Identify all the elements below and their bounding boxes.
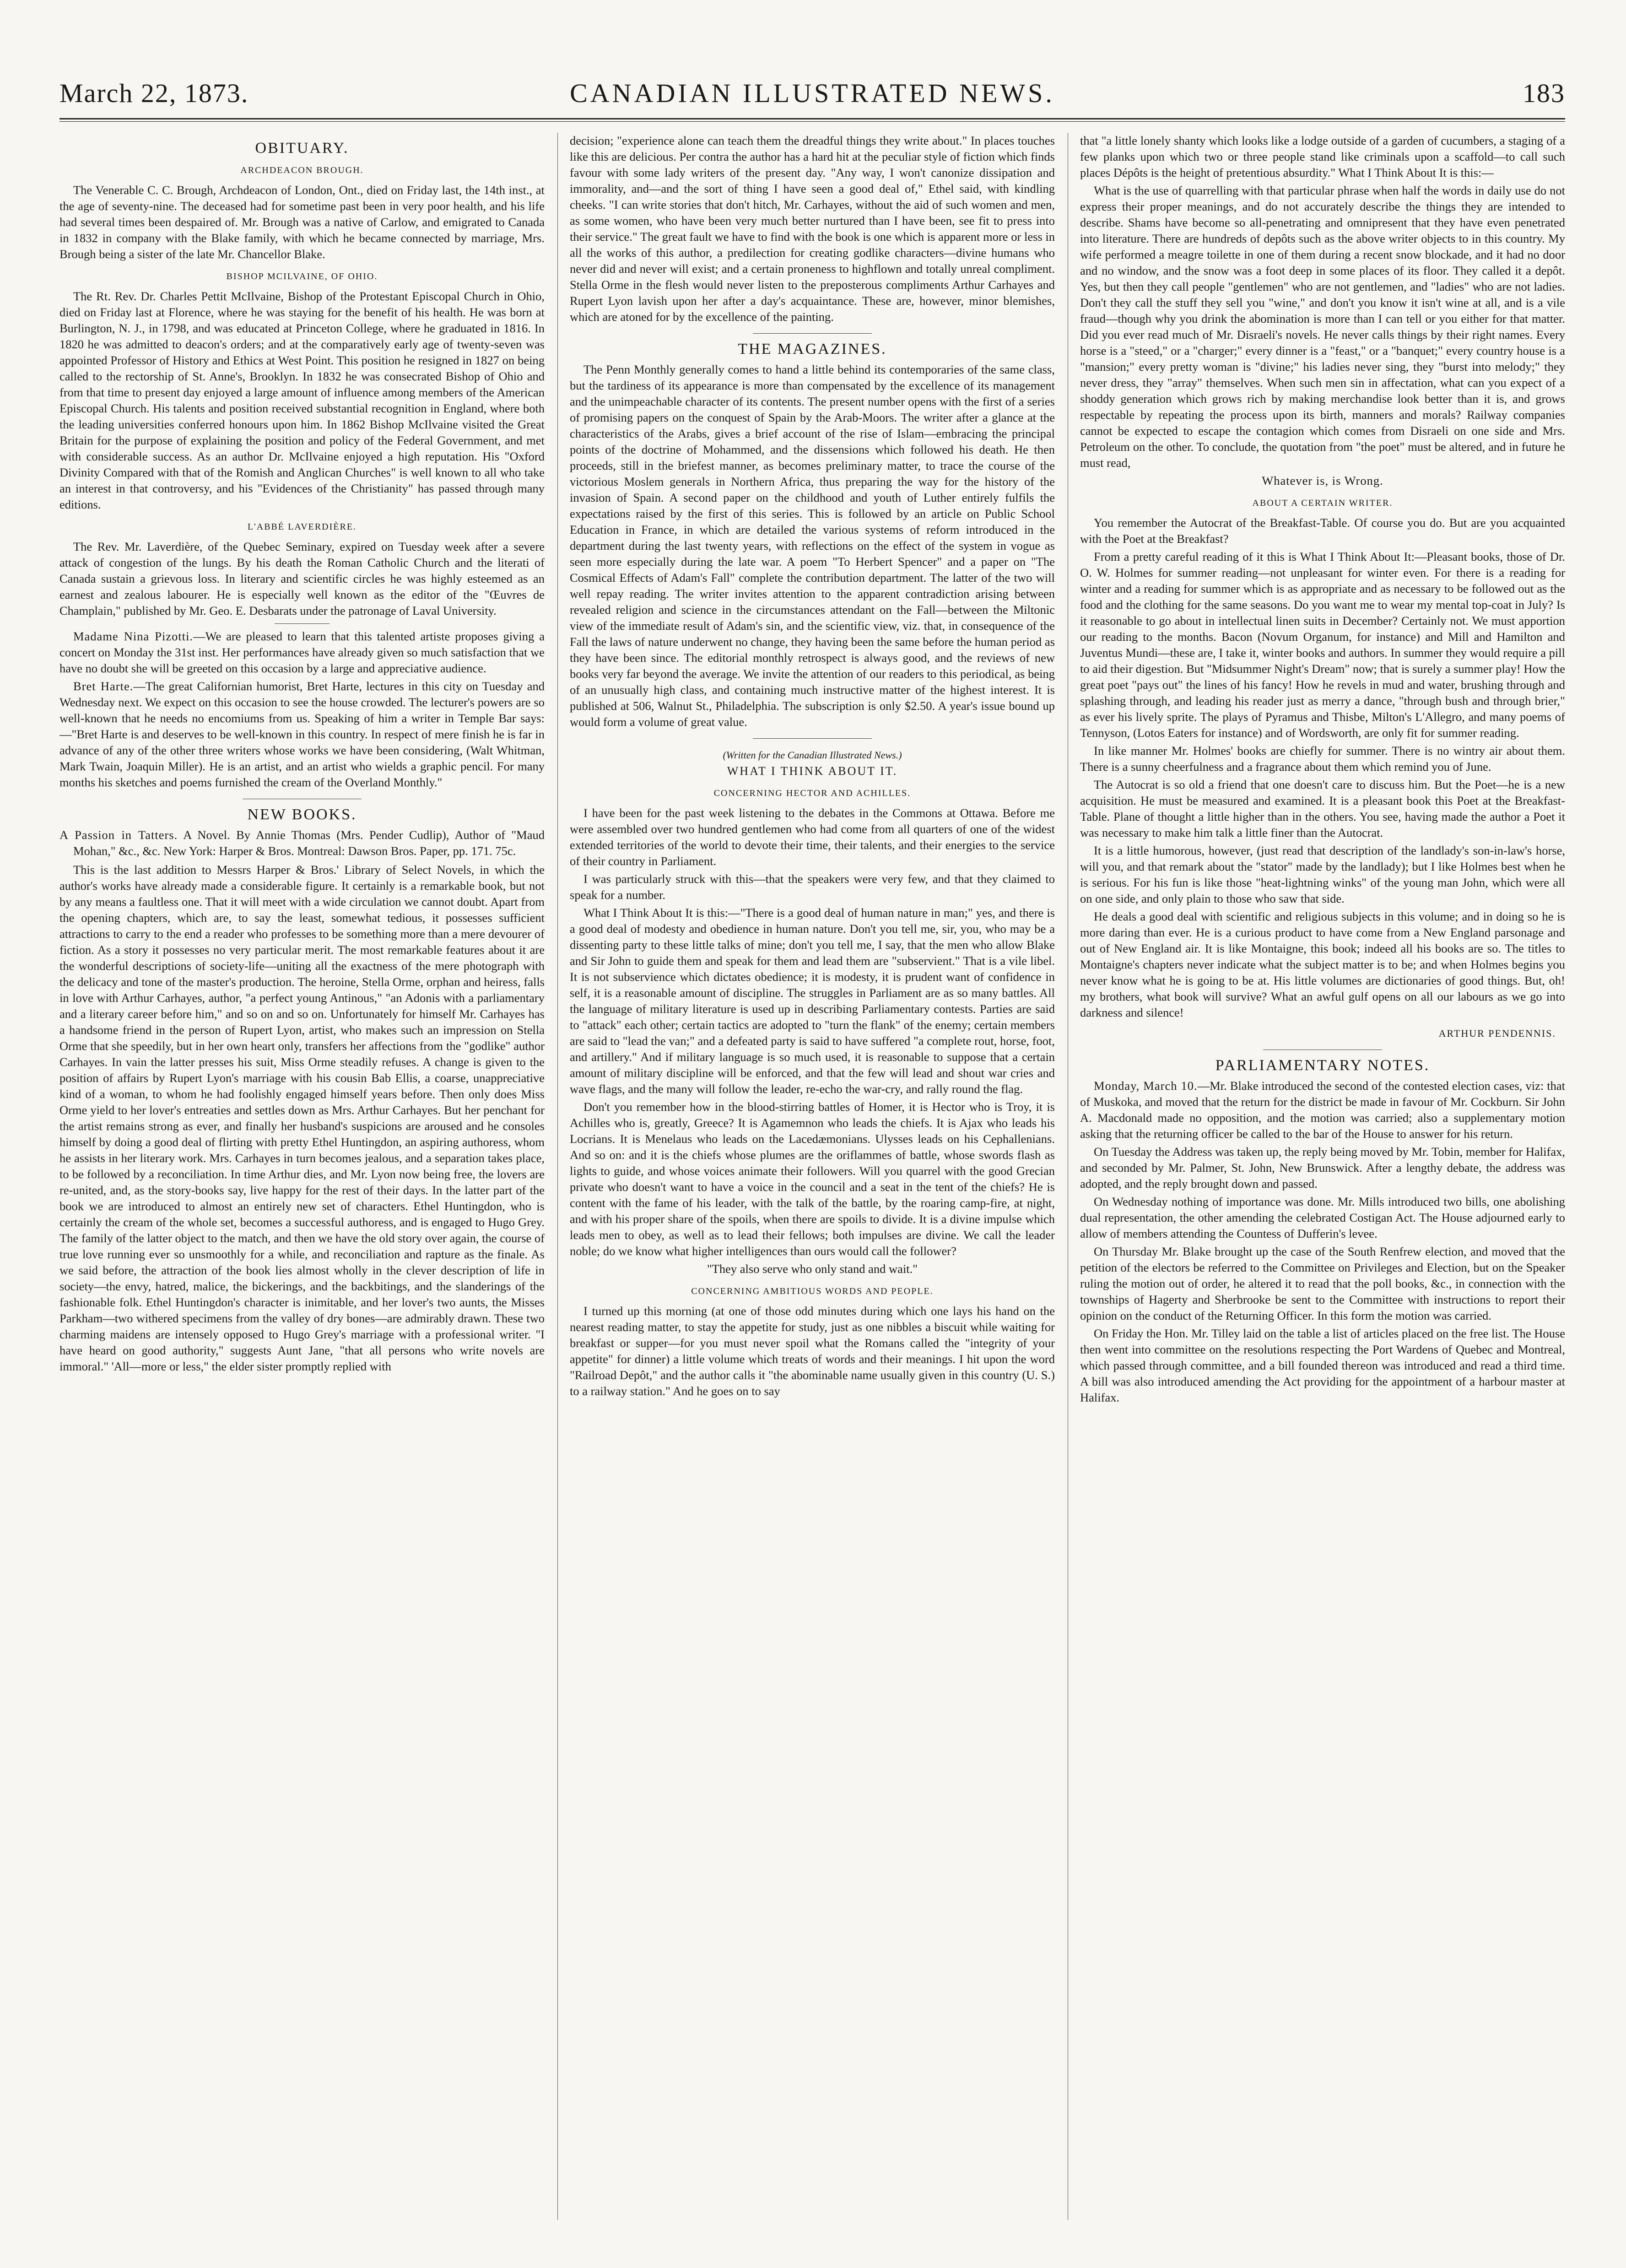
- essay-signature: ARTHUR PENDENNIS.: [1438, 1028, 1556, 1039]
- essay-continuation: that "a little lonely shanty which looks like a lodge outside of a garden of cucumbers, a staging of a few planks upon which two or three people stand like criminals upon a scaffold—to call such places Dépôts is the height of pretentious absurdity." What I Think About It is this:—: [1080, 134, 1565, 179]
- obituary-text: The Rev. Mr. Laverdière, of the Quebec Seminary, expired on Tuesday week after a severe attack of congestion of the lungs. By his death the Roman Catholic Church and the literati of Canada sustain a grievous loss. In literary and scientific circles he was highly esteemed as an earnest and zealous labourer. He is especially well known as the editor of the "Œuvres de Champlain," published by Mr. Geo. E. Desbarats under the patronage of Laval University.: [59, 540, 545, 617]
- essay-subhead: CONCERNING HECTOR AND ACHILLES.: [713, 788, 911, 798]
- header-rule: [59, 118, 1565, 122]
- parliamentary-note-lead: Monday, March 10.: [1094, 1079, 1198, 1093]
- column-1: [59, 133, 545, 2220]
- essay-paragraph: From a pretty careful reading of it this is What I Think About It:—Pleasant books, those of Dr. O. W. Holmes for summer reading—not unpleasant for winter even. For there is a reading for winter and a reading for summer which is as appropriate and as necessary to be followed out as the food and the clothing for the same seasons. Do you want me to wear my mental top-coat in July? Is it reasonable to go about in intellectual linen suits in December? Certainly not. We must apportion our reading to the months. Bacon (Novum Organum, for instance) and Mill and Hamilton and Juventus Mundi—these are, I take it, winter books and authors. In summer they would require a pill to aid their digestion. But "Midsummer Night's Dream" now; that is surely a summer play! How the great poet "pays out" the lines of his fancy! How he revels in mud and water, brushing through and splashing through, and leading his reader just as merry a dance, "through bush and through brier," as ever his lively sprite. The plays of Pyramus and Thisbe, Milton's L'Allegro, and many poems of Tennyson, (Lotos Eaters for instance) and of Wordsworth, are only fit for summer reading.: [1080, 550, 1565, 740]
- parliamentary-note: On Thursday Mr. Blake brought up the case of the South Renfrew election, and moved that the petition of the electors be referred to the Committee on Privileges and Election, but on the Speaker ruling the motion out of order, he altered it to read that the poll books, &c., in connection with the townships of Hagerty and Sherbrooke be sent to the Committee with instructions to report their opinion on the conduct of the Returning Officer. In this form the motion was carried.: [1080, 1245, 1565, 1322]
- news-note-lead: Madame Nina Pizotti.: [73, 629, 194, 643]
- parliamentary-note: On Friday the Hon. Mr. Tilley laid on the table a list of articles placed on the free list. The House then went into committee on the resolutions respecting the Port Wardens of Quebec and Montreal, which passed through committee, and a bill founded thereon was introduced and read a third time. A bill was also introduced amending the Act providing for the appointment of a harbour master at Halifax.: [1080, 1326, 1565, 1404]
- separator-rule: [753, 738, 872, 739]
- page-number: 183: [1523, 78, 1565, 108]
- magazines-heading: THE MAGAZINES.: [738, 341, 887, 357]
- essay-subhead: ABOUT A CERTAIN WRITER.: [1252, 498, 1393, 508]
- essay-paragraph: Don't you remember how in the blood-stirring battles of Homer, it is Hector who is Troy, it is Achilles who is, greatly, Greece? It is Agamemnon who leads the chiefs. It is Ajax who leads his Locrians. It is Menelaus who leads on the Lacedæmonians. Ulysses leads on his Cephallenians. And so on: and it is the chiefs whose plumes are the oriflammes of battle, whose swords flash as lights to guide, and whose voices animate their followers. Will you quarrel with the good Grecian private who doesn't want to have a voice in the council and a seat in the tent of the chiefs? He is content with the fame of his leader, with the talk of the battle, by the roaring camp-fire, at night, and with his proper share of the spoils, when there are spoils to divide. It is a divine impulse which leads men to obey, as well as to lead their fellows; both impulses are divine. We call the leader noble; do we know what higher intelligences than ours would call the follower?: [570, 1100, 1055, 1258]
- book-title: A Passion in Tatters.: [59, 828, 178, 842]
- column-divider: [557, 133, 558, 2220]
- essay-title: WHAT I THINK ABOUT IT.: [727, 764, 898, 778]
- new-books-heading: NEW BOOKS.: [247, 806, 357, 823]
- obituary-heading: OBITUARY.: [255, 140, 349, 157]
- news-note-lead: Bret Harte.: [73, 679, 134, 693]
- obituary-subhead: BISHOP MCILVAINE, OF OHIO.: [226, 271, 378, 281]
- book-details: A Novel. By Annie Thomas (Mrs. Pender Cudlip), Author of "Maud Mohan," &c., &c. New York: Harper & Bros. Montreal: Dawson Bros. Paper, pp. 171. 75c.: [73, 828, 545, 858]
- parliamentary-note: On Tuesday the Address was taken up, the reply being moved by Mr. Tobin, member for Halifax, and seconded by Mr. Palmer, St. John, New Brunswick. After a lengthy debate, the address was adopted, and the reply brought down and passed.: [1080, 1145, 1565, 1191]
- essay-paragraph: What I Think About It is this:—"There is a good deal of human nature in man;" yes, and there is a good deal of modesty and obedience in human nature. Don't you tell me, sir, you, who may be a dissenting party to these little talks of mine; don't you tell me, I say, that the men who allow Blake and Sir John to guide them and speak for them and lead them are "subservient." That is a vile libel. It is not subservience which dictates obedience; it is modesty, it is prudent want of confidence in self, it is a reasonable amount of discipline. The struggles in Parliament are as so many battles. All the language of military literature is used up in describing Parliamentary contests. Parties are said to "attack" each other; certain tactics are adopted to "turn the flank" of the enemy; certain members are said to "lead the van;" and a defeated party is said to have suffered "a complete rout, horse, foot, and artillery." And if military language is so much used, it is reasonable to suppose that a certain amount of military discipline will be enforced, and that the few will lead and shout war cries and wave flags, and the many will follow the leader, re-echo the war-cry, and rally round the flag.: [570, 906, 1055, 1096]
- parliamentary-notes-heading: PARLIAMENTARY NOTES.: [1215, 1057, 1430, 1074]
- news-note-text: —The great Californian humorist, Bret Harte, lectures in this city on Tuesday and Wednesday next. We expect on this occasion to see the house crowded. The lecturer's powers are so well-known that he needs no encomiums from us. Speaking of him a writer in Temple Bar says:—"Bret Harte is and deserves to be well-known in this country. In respect of mere finish he is far in advance of any of the other three writers whose works we have been considering, (Walt Whitman, Mark Twain, Joaquin Miller). He is an artist, and an artist who wields a graphic pencil. For many months his sketches and poems furnished the cream of the Overland Monthly.": [59, 679, 545, 789]
- essay-paragraph: The Autocrat is so old a friend that one doesn't care to discuss him. But the Poet—he is a new acquisition. He must be measured and examined. It is a pleasant book this Poet at the Breakfast-Table. Plane of thought a little higher than in the others. You see, having made the author a Poet it was necessary to make him talk a little finer than the Autocrat.: [1080, 778, 1565, 839]
- separator-rule: [275, 623, 330, 624]
- essay-quote: Whatever is, is Wrong.: [1262, 474, 1383, 487]
- essay-credit: (Written for the Canadian Illustrated News.): [723, 749, 902, 761]
- issue-date: March 22, 1873.: [59, 78, 249, 108]
- column-3: [1080, 133, 1565, 2220]
- masthead-title: CANADIAN ILLUSTRATED NEWS.: [570, 78, 1055, 108]
- book-entry: [59, 827, 545, 859]
- essay-paragraph: I turned up this morning (at one of those odd minutes during which one lays his hand on the nearest reading matter, to stay the appetite for study, just as one nibbles a biscuit while waiting for breakfast or supper—for you must never spoil what the Romans called the "integrity of your appetite" for dinner) a little volume which treats of words and their meanings. I hit upon the word "Railroad Depôt," and the author calls it "the abominable name usually given in this country (U. S.) to a railway station." And he goes on to say: [570, 1304, 1055, 1398]
- parliamentary-note: On Wednesday nothing of importance was done. Mr. Mills introduced two bills, one abolishing dual representation, the other amending the celebrated Costigan Act. The House adjourned early to allow of members attending the Countess of Dufferin's levee.: [1080, 1195, 1565, 1240]
- essay-paragraph: I have been for the past week listening to the debates in the Commons at Ottawa. Before me were assembled over two hundred gentlemen who had come from all quarters of one of the widest extended territories of the world to devote their time, their talents, and their energies to the service of their country in Parliament.: [570, 806, 1055, 868]
- obituary-subhead: ARCHDEACON BROUGH.: [240, 165, 364, 175]
- essay-paragraph: It is a little humorous, however, (just read that description of the landlady's son-in-law's horse, will you, and that remark about the "stator" made by the landlady); but I like Holmes best when he is serious. For his fun is like those "heat-lightning winks" of the young man John, which were all on one side, and only plain to those who saw that side.: [1080, 844, 1565, 905]
- book-review-continuation: decision; "experience alone can teach them the dreadful things they write about." In places touches like this are delicious. Per contra the author has a hard hit at the peculiar style of fiction which finds favour with some lady writers of the present day. "Any way, I won't canonize dissipation and immorality, and—and the sort of thing I have seen a good deal of," Ethel said, with kindling cheeks. "I can write stories that don't hitch, Mr. Carhayes, without the aid of such women and men, as some women, who have been very much better nurtured than I have been, see fit to press into their service." The great fault we have to find with the book is one which is apparent more or less in all the works of this author, a predilection for creating godlike characters—divine humans who never did and never will exist; and a certain proneness to highflown and totally unreal compliment. Stella Orme in the flesh would never listen to the preposterous compliments Arthur Carhayes and Rupert Lyon lavish upon her after a day's acquaintance. These are, however, minor blemishes, which are atoned for by the excellence of the painting.: [570, 134, 1055, 324]
- obituary-text: The Venerable C. C. Brough, Archdeacon of London, Ont., died on Friday last, the 14th inst., at the age of seventy-nine. The deceased had for sometime past been in very poor health, and his life had several times been despaired of. Mr. Brough was a native of Carlow, and emigrated to Canada in 1832 in company with the Blake family, with which he became connected by marriage, Mrs. Brough being a sister of the late Mr. Chancellor Blake.: [59, 183, 545, 261]
- essay-quote: "They also serve who only stand and wait.": [707, 1262, 918, 1276]
- news-note: [59, 628, 545, 677]
- essay-paragraph: What is the use of quarrelling with that particular phrase when half the words in daily use do not express their proper meanings, and do not accurately describe the things they are intended to describe. Shams have become so all-penetrating and omnipresent that they have even penetrated into literature. There are hundreds of depôts such as the above writer objects to in this country. My wife performed a meagre toilette in one of them during a recent snow blockade, and it had no door and no window, and the snow was a foot deep in some places of its floor. They called it a depôt. Yes, but then they call people "gentlemen" who are not gentlemen, and "ladies" who are not ladies. Don't they call the stuff they sell you "wine," and don't you know it isn't wine at all, and is a vile fraud—though why you drink the abomination is more than I can tell or you either for that matter. Did you ever read much of Mr. Disraeli's novels. He never calls things by their right names. Every horse is a "steed," or a "charger;" every dinner is a "feast," or a "banquet;" every country house is a "mansion;" every pretty woman is "divine;" his ladies never sing, they "burst into melody;" they never dress, they "array" themselves. When such men sin in affectation, what can you expect of a shoddy generation which grows rich by making merchandise look better than it is, and grows respectable by repeating the process upon its birth, manners and morals? Railway companies cannot be expected to escape the contagion which comes from Disraeli on one side and Mrs. Petroleum on the other. To conclude, the quotation from "the poet" must be altered, and in future he must read,: [1080, 184, 1565, 470]
- essay-paragraph: In like manner Mr. Holmes' books are chiefly for summer. There is no wintry air about them. There is a sunny cheerfulness and a fragrance about them which remind you of June.: [1080, 744, 1565, 774]
- page-header: [59, 60, 1565, 124]
- obituary-subhead: L'ABBÉ LAVERDIÈRE.: [247, 522, 357, 532]
- essay-paragraph: I was particularly struck with this—that the speakers were very few, and that they claimed to speak for a number.: [570, 872, 1055, 902]
- news-note-text: —We are pleased to learn that this talented artiste proposes giving a concert on Monday the 31st inst. Her performances have already given so much satisfaction that we have no doubt she will be greeted on this occasion by a large and appreciative audience.: [59, 629, 545, 675]
- parliamentary-note-text: —Mr. Blake introduced the second of the contested election cases, viz: that of Muskoka, and moved that the return for the district be made in favour of Mr. Cockburn. Sir John A. Macdonald made no opposition, and the motion was carried; also a supplementary motion asking that the returning officer be called to the bar of the House to answer for his return.: [1080, 1079, 1565, 1141]
- book-review-text: This is the last addition to Messrs Harper & Bros.' Library of Select Novels, in which the author's works have already made a considerable figure. It certainly is a remarkable book, but not by any means a faultless one. That it will meet with a wide circulation we cannot doubt. Apart from the opening chapters, which are, to say the least, somewhat tedious, it possesses sufficient attractions to carry to the end a reader who professes to be something more than a mere devourer of fiction. As a story it possesses no very particular merit. The most remarkable features about it are the wonderful descriptions of society-life—uniting all the exactness of the mere photograph with the delicacy and tone of the master's production. The heroine, Stella Orme, orphan and heiress, falls in love with Arthur Carhayes, author, "a perfect young Antinous," "an Adonis with a parliamentary and a literary career before him," and so on and so on. Unfortunately for himself Mr. Carhayes has a handsome friend in the person of Rupert Lyon, artist, who makes such an impression on Stella Orme that she speedily, but in her own heart only, transfers her affections from the "godlike" author Carhayes. In vain the latter presses his suit, Miss Orme steadily refuses. A change is given to the position of affairs by Rupert Lyon's marriage with his cousin Bab Ellis, a coarse, unappreciative kind of a woman, to whom he had foolishly engaged himself years before. Then only does Miss Orme yield to her lover's entreaties and settles down as Mrs. Arthur Carhayes. But her penchant for the artist remains strong as ever, and finally her husband's suspicions are aroused and he consoles himself by doing a good deal of flirting with pretty Ethel Huntingdon, an aspiring authoress, whom he assists in her literary work. Mrs. Carhayes in turn becomes jealous, and a separation takes place, to be followed by a reconciliation. In time Arthur dies, and Mr. Lyon now being free, the lovers are re-united, and, as the story-books say, live happy for the rest of their days. In the latter part of the book we are introduced to almost an entirely new set of characters. Ethel Huntingdon, who is certainly the cream of the whole set, becomes a successful authoress, and is engaged to Hugo Grey. The family of the latter object to the match, and then we have the old story over again, the course of true love running ever so unsmoothly for a while, and reconciliation and rapture as the finale. As we said before, the attraction of the book lies almost wholly in the clever description of life in society—the envy, hatred, malice, the bickerings, and the backbitings, and the slanderings of the fashionable folk. Ethel Huntingdon's character is inimitable, and her lover's two aunts, the Misses Parkham—two withered specimens from the valley of dry bones—are admirably drawn. These two charming maidens are intensely opposed to Hugo Grey's marriage with a professional writer. "I have heard on good authority," suggests Aunt Jane, "that all persons who write novels are immoral." 'All—more or less," the elder sister promptly replied with: [59, 863, 545, 1373]
- essay-paragraph: You remember the Autocrat of the Breakfast-Table. Of course you do. But are you acquainted with the Poet at the Breakfast?: [1080, 516, 1565, 546]
- essay-paragraph: He deals a good deal with scientific and religious subjects in this volume; and in doing so he is more daring than ever. He is a curious product to have come from a New England parsonage and out of New England air. It is like Montaigne, this book; indeed all his books are so. The titles to Montaigne's chapters never indicate what the subject matter is to be; and when Holmes begins you never know what he is going to be at. His little volumes are dictionaries of good things. But, oh! my brothers, what book will survive? What an awful gulf opens on all our labours as we go into darkness and silence!: [1080, 909, 1565, 1019]
- news-note: [59, 678, 545, 790]
- obituary-text: The Rt. Rev. Dr. Charles Pettit McIlvaine, Bishop of the Protestant Episcopal Church in Ohio, died on Friday last at Florence, where he was staying for the benefit of his health. He was born at Burlington, N. J., in 1798, and was educated at Princeton College, where he graduated in 1816. In 1820 he was admitted to deacon's orders; and at the comparatively early age of twenty-seven was appointed Professor of History and Ethics at West Point. This position he resigned in 1827 on being called to the rectorship of St. Anne's, Brooklyn. In 1832 he was consecrated Bishop of Ohio and from that time to present day enjoyed a large amount of influence among members of the American Episcopal Church. His talents and position received substantial recognition in England, where both the leading universities conferred honours upon him. In 1862 Bishop McIlvaine visited the Great Britain for the purpose of explaining the position and policy of the Federal Government, and met with considerable success. As an author Dr. McIlvaine enjoyed a high reputation. His "Oxford Divinity Compared with that of the Romish and Anglican Churches" is well known to all who take an interest in that controversy, and his "Evidences of the Christianity" has passed through many editions.: [59, 289, 545, 511]
- column-2: [570, 133, 1055, 2220]
- essay-subhead: CONCERNING AMBITIOUS WORDS AND PEOPLE.: [691, 1286, 934, 1296]
- magazines-text: The Penn Monthly generally comes to hand a little behind its contemporaries of the same class, but the tardiness of its appearance is more than compensated by the excellence of its management and the unimpeachable character of its contents. The present number opens with the first of a series of promising papers on the conquest of Spain by the Arab-Moors. The writer after a glance at the characteristics of the Arabs, gives a brief account of the rise of Islam—embracing the principal points of the doctrine of Mohammed, and the dissensions which followed his death. He then proceeds, still in the briefest manner, as becomes preliminary matter, to trace the course of the victorious Moslem generals in Northern Africa, thus preparing the way for the history of the invasion of Spain. A second paper on the childhood and youth of Luther entirely fulfils the expectations raised by the first of this series. This is followed by an article on Public School Education in France, in which are detailed the various systems of reform introduced in the department during the last twenty years, with reflections on the effect of the system in vogue as seen more especially during the late war. A poem "To Herbert Spencer" and a paper on "The Cosmical Effects of Adam's Fall" complete the contribution department. The latter of the two will well repay reading. The writer invites attention to the apparent contradiction arising between revealed religion and science in the circumstances attendant on the Fall—between the Miltonic view of the immediate result of Adam's sin, and the scientific view, viz. that, in consequence of the Fall the laws of nature underwent no change, they having been the same before the human period as they have been since. The editorial monthly retrospect is always good, and the reviews of new books very far beyond the average. We invite the attention of our readers to this periodical, as being of an unusually high class, and containing much instructive matter of the highest interest. It is published at 506, Walnut St., Philadelphia. The subscription is only $2.50. A year's issue bound up would form a volume of great value.: [570, 363, 1055, 729]
- parliamentary-note: [1080, 1078, 1565, 1142]
- separator-rule: [753, 333, 872, 334]
